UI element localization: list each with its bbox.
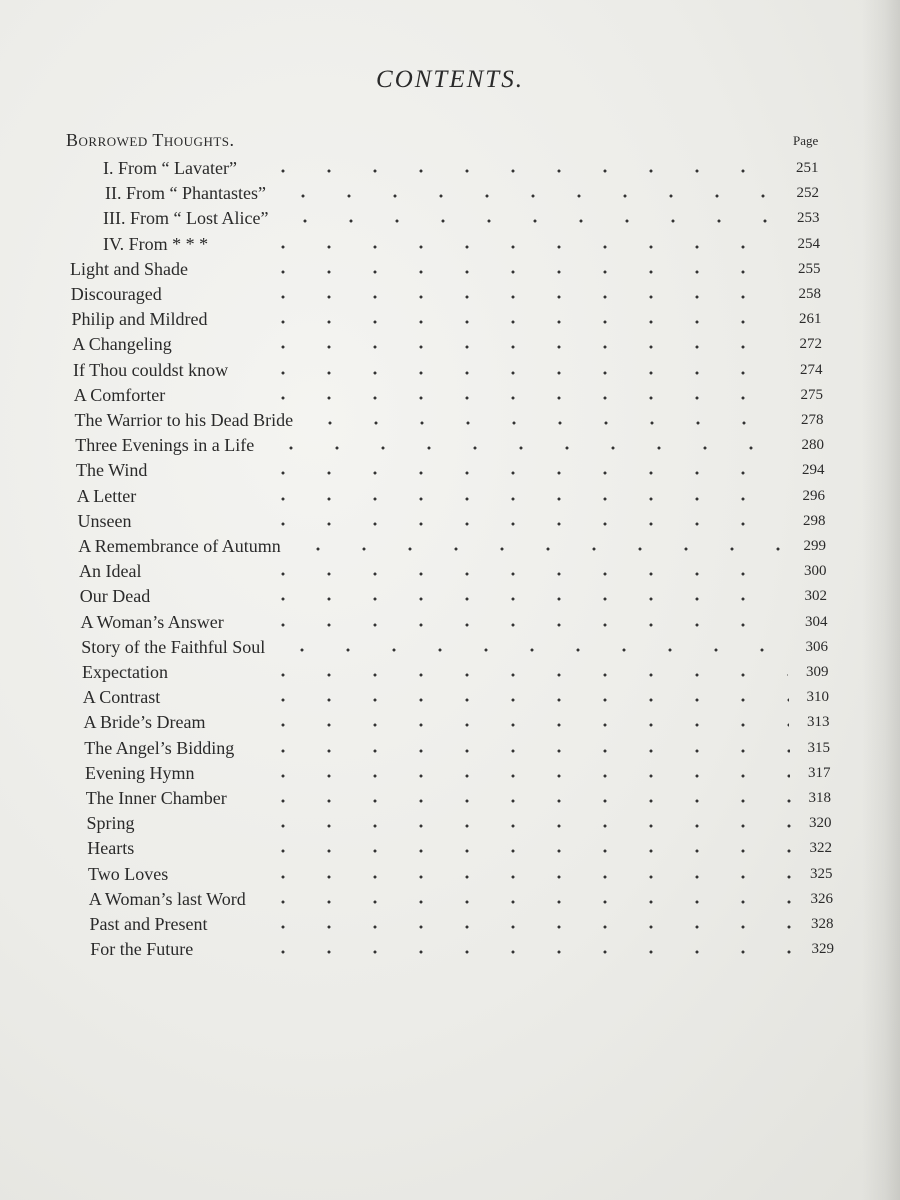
toc-entry-page: 258: [798, 286, 821, 302]
toc-entry: [0, 359, 900, 381]
toc-entry-page: 253: [797, 210, 820, 227]
toc-entry: [0, 762, 900, 784]
dot-leader: [295, 535, 786, 557]
toc-entry-page: 325: [810, 865, 833, 882]
toc-entry-page: 300: [804, 563, 827, 580]
toc-entry-page: 272: [799, 336, 822, 353]
toc-entry-title: Expectation: [82, 662, 168, 682]
dot-leader: [260, 661, 788, 683]
toc-entry: [0, 535, 900, 557]
toc-entry-title: A Contrast: [82, 687, 161, 708]
toc-entry-title: III. From “ Lost Alice”: [103, 208, 269, 229]
toc-entry-page: 294: [802, 462, 825, 479]
toc-entry-page: 298: [803, 512, 826, 529]
toc-entry-title: For the Future: [90, 939, 194, 960]
dot-leader: [260, 157, 778, 179]
toc-entry: [0, 787, 900, 809]
dot-leader: [260, 611, 787, 633]
toc-entry-page: 252: [796, 185, 819, 202]
toc-entry-title: A Changeling: [72, 334, 172, 355]
dot-leader: [260, 686, 789, 708]
toc-entry-title: A Letter: [76, 485, 137, 506]
toc-entry-title: Philip and Mildred: [71, 309, 208, 330]
toc-entry-page: 299: [803, 538, 826, 554]
dot-leader: [260, 333, 782, 355]
toc-entry-page: 326: [810, 890, 833, 907]
toc-entry: [0, 409, 900, 431]
toc-entry: [0, 812, 900, 834]
toc-entry: [0, 636, 900, 658]
toc-entry-title: Evening Hymn: [85, 762, 195, 783]
toc-entry-page: 310: [806, 689, 829, 706]
toc-entry-title: Three Evenings in a Life: [75, 435, 255, 456]
dot-leader: [280, 182, 779, 204]
dot-leader: [260, 485, 785, 507]
toc-entry: [0, 611, 900, 633]
toc-entry: [0, 333, 900, 355]
dot-leader: [260, 837, 792, 859]
toc-entry: [0, 308, 900, 330]
toc-entry-title: II. From “ Phantastes”: [105, 183, 266, 204]
toc-entry-title: IV. From * * *: [103, 233, 209, 254]
toc-entry-title: A Comforter: [73, 384, 166, 405]
toc-entry-title: Light and Shade: [70, 258, 188, 279]
toc-entry-title: I. From “ Lavater”: [103, 158, 237, 178]
dot-leader: [260, 233, 780, 255]
toc-entry-page: 329: [811, 941, 834, 958]
toc-entry-title: The Wind: [76, 460, 148, 481]
toc-entry: [0, 560, 900, 582]
dot-leader: [260, 359, 782, 381]
toc-entry-title: Unseen: [77, 510, 132, 531]
toc-entry-title: A Bride’s Dream: [83, 712, 206, 733]
toc-entry: [0, 737, 900, 759]
toc-entry-page: 278: [801, 412, 824, 428]
toc-entry: [0, 938, 900, 960]
toc-entry-page: 296: [802, 487, 825, 504]
toc-entry-page: 315: [807, 739, 830, 756]
toc-entry-page: 275: [800, 386, 823, 403]
dot-leader: [260, 762, 790, 784]
toc-entry: [0, 485, 900, 507]
dot-leader: [268, 434, 783, 456]
dot-leader: [260, 384, 783, 406]
toc-entry: [0, 661, 900, 683]
toc-entry-page: 309: [806, 664, 829, 680]
toc-entry-page: 251: [796, 160, 819, 176]
dot-leader: [279, 636, 787, 658]
toc-entry-title: The Inner Chamber: [85, 788, 227, 808]
toc-entry-page: 280: [801, 437, 824, 454]
toc-entry-page: 317: [808, 764, 831, 781]
dot-leader: [260, 737, 790, 759]
dot-leader: [260, 888, 793, 910]
toc-entry: [0, 434, 900, 456]
toc-entry: [0, 837, 900, 859]
toc-entry-page: 302: [804, 588, 827, 605]
dot-leader: [260, 283, 781, 305]
toc-entry-page: 274: [800, 361, 823, 378]
toc-entry-page: 328: [811, 916, 834, 932]
toc-entry-title: An Ideal: [79, 561, 142, 582]
dot-leader: [260, 913, 793, 935]
toc-entry: [0, 888, 900, 910]
toc-entry-title: Our Dead: [79, 586, 151, 607]
toc-entry-title: Hearts: [87, 838, 135, 859]
dot-leader: [260, 459, 784, 481]
toc-entry-title: Spring: [86, 813, 135, 834]
toc-entry: [0, 207, 900, 229]
page-column-label: Page: [793, 133, 819, 148]
dot-leader: [260, 812, 791, 834]
toc-entry: [0, 510, 900, 532]
toc-entry-page: 318: [808, 790, 831, 806]
toc-entry: [0, 233, 900, 255]
toc-entry-title: A Remembrance of Autumn: [78, 536, 281, 556]
dot-leader: [282, 207, 779, 229]
dot-leader: [260, 560, 786, 582]
toc-entry: [0, 182, 900, 204]
toc-entry: [0, 283, 900, 305]
toc-entry-title: A Woman’s last Word: [88, 888, 246, 909]
dot-leader: [260, 863, 792, 885]
toc-entry-title: A Woman’s Answer: [80, 611, 224, 632]
toc-entry: [0, 686, 900, 708]
toc-entry-page: 261: [799, 311, 822, 328]
toc-entry-page: 255: [798, 260, 821, 277]
toc-entry: [0, 459, 900, 481]
toc-entry-title: If Thou couldst know: [73, 359, 229, 380]
dot-leader: [260, 258, 780, 280]
toc-entry: [0, 913, 900, 935]
toc-entry: [0, 384, 900, 406]
page-heading: CONTENTS.: [376, 66, 524, 93]
toc-entry: [0, 258, 900, 280]
dot-leader: [260, 787, 791, 809]
toc-entry-title: Discouraged: [70, 284, 162, 304]
toc-entry-page: 320: [809, 815, 832, 832]
toc-entry-page: 322: [809, 840, 832, 857]
section-title: Borrowed Thoughts.: [66, 130, 235, 150]
dot-leader: [260, 510, 785, 532]
toc-entry-page: 304: [805, 613, 828, 630]
toc-entry: [0, 157, 900, 179]
toc-entry-title: The Warrior to his Dead Bride: [74, 410, 294, 430]
toc-entry: [0, 863, 900, 885]
toc-entry-page: 313: [807, 714, 830, 731]
toc-entry: [0, 585, 900, 607]
dot-leader: [260, 308, 781, 330]
toc-entry-title: Two Loves: [88, 863, 169, 884]
dot-leader: [307, 409, 783, 431]
toc-entry-title: Past and Present: [89, 914, 208, 934]
dot-leader: [260, 938, 794, 960]
toc-entry-page: 306: [805, 638, 828, 655]
toc-entry-page: 254: [797, 235, 820, 252]
toc-entry-title: Story of the Faithful Soul: [81, 636, 266, 657]
dot-leader: [260, 711, 789, 733]
dot-leader: [260, 585, 787, 607]
toc-entry: [0, 711, 900, 733]
toc-entry-title: The Angel’s Bidding: [84, 737, 235, 758]
